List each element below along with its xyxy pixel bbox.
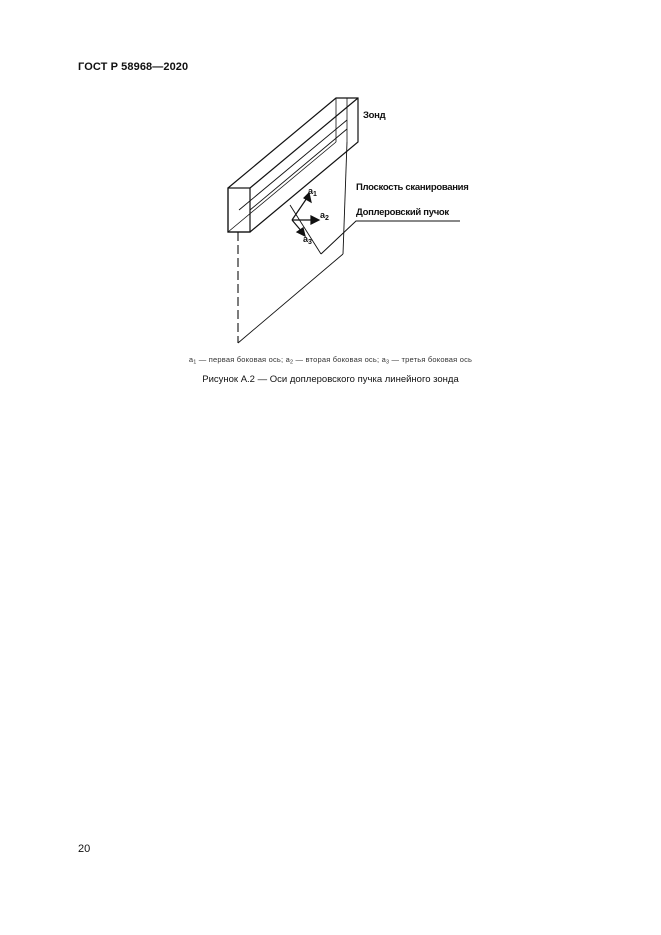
doppler-beam-label: Доплеровский пучок	[356, 207, 449, 218]
axis-label-a1: $a_1$	[308, 186, 317, 198]
legend-a2: $a_2$ — вторая боковая ось;	[285, 355, 382, 366]
axis-label-a2: $a_2$	[320, 210, 329, 222]
probe-label: Зонд	[363, 110, 386, 121]
figure-linear-probe-doppler-axes	[0, 0, 661, 360]
probe-diagram	[0, 0, 661, 360]
scan-plane-label: Плоскость сканирования	[356, 182, 469, 193]
page-number: 20	[78, 843, 91, 855]
axis-label-a3: $a_3$	[303, 234, 312, 246]
legend-a1: $a_1$ — первая боковая ось;	[188, 355, 286, 366]
legend-a3: $a_3$ — третья боковая ось	[381, 355, 473, 366]
figure-caption: Рисунок А.2 — Оси доплеровского пучка линейного зонда	[202, 374, 459, 385]
figure-legend	[0, 355, 661, 366]
document-standard-header: ГОСТ Р 58968—2020	[78, 61, 189, 73]
